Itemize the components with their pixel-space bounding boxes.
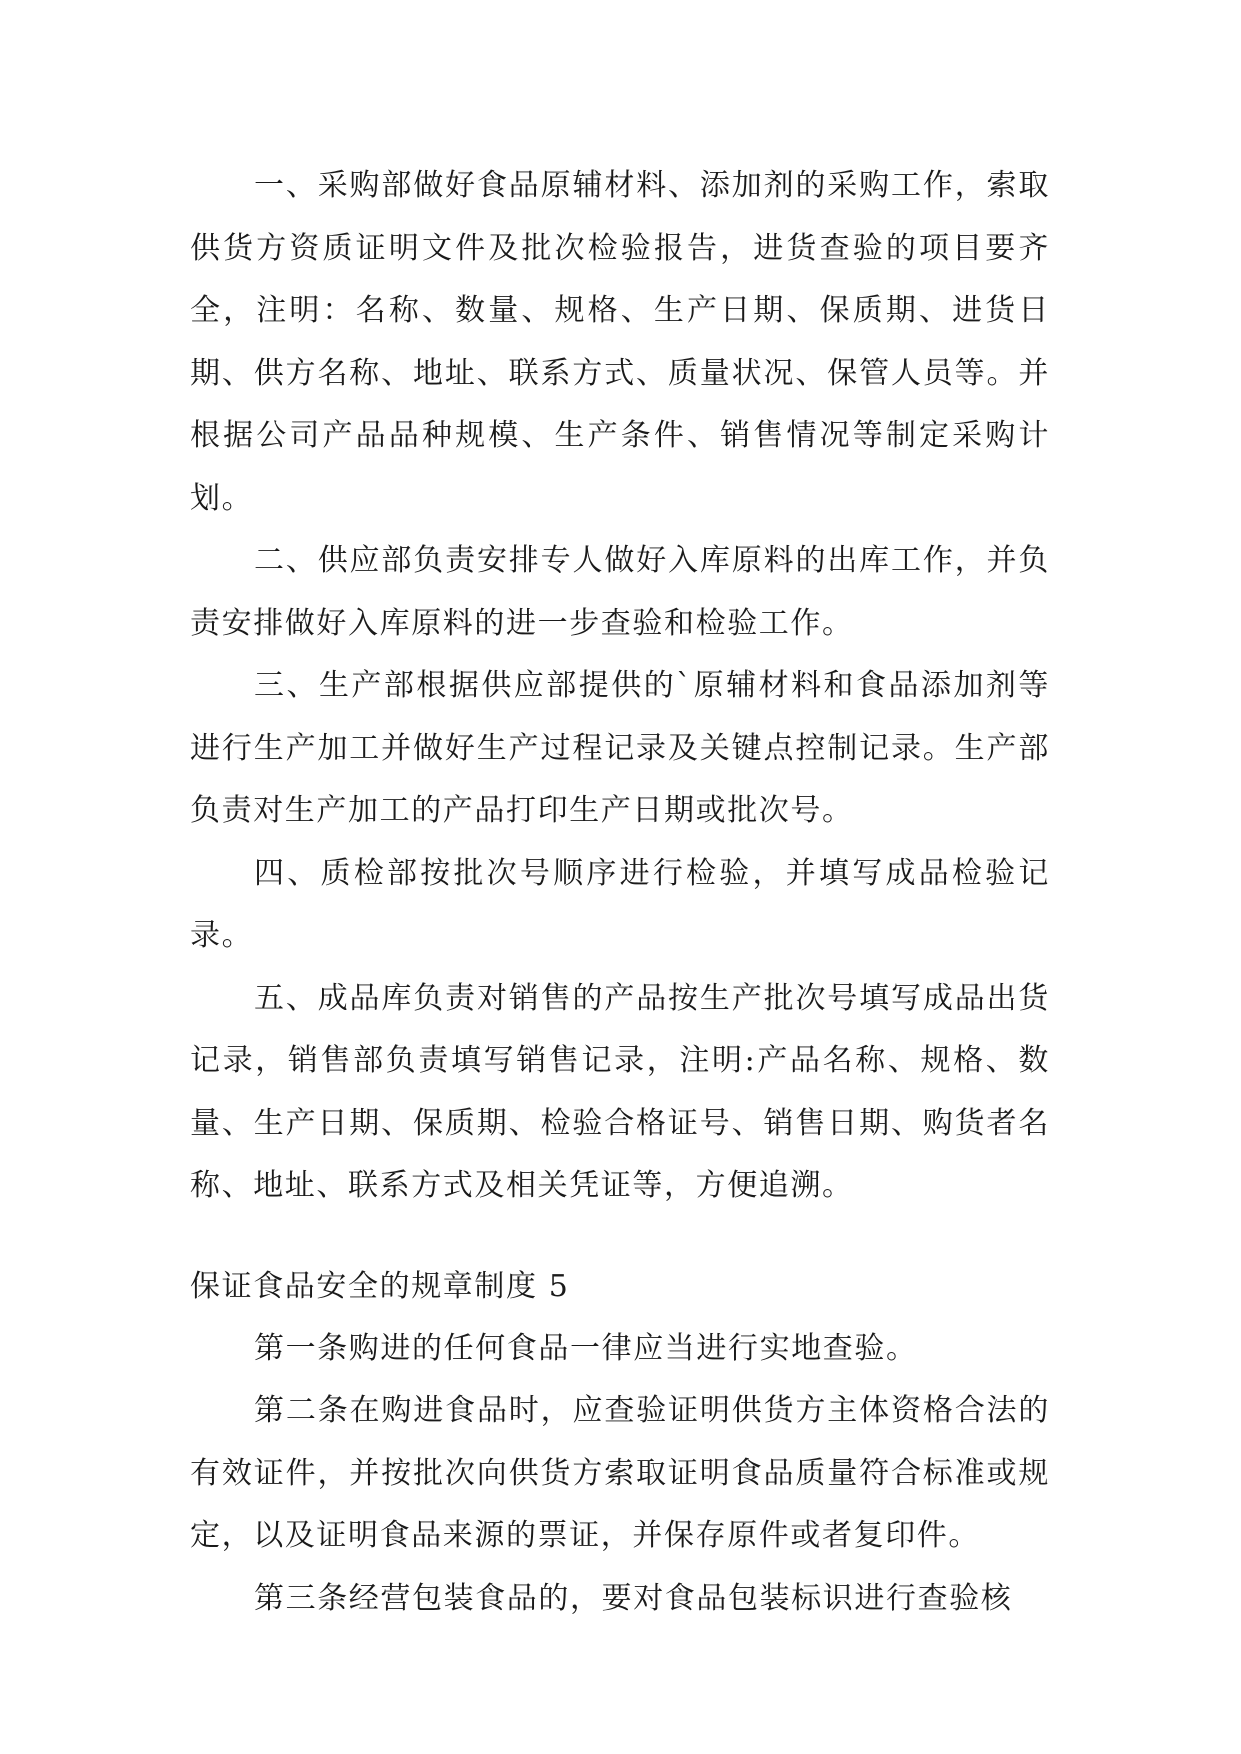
article-3: 第三条经营包装食品的，要对食品包装标识进行查验核 xyxy=(254,1580,1013,1616)
section-spacer xyxy=(190,1218,1050,1256)
article-2: 第二条在购进食品时，应查验证明供货方主体资格合法的有效证件，并按批次向供货方索取证明食品质量符合标准或规定，以及证明食品来源的票证，并保存原件或者复印件。 xyxy=(190,1393,1050,1553)
document-body xyxy=(190,155,1050,1630)
paragraph-finished-goods: 五、成品库负责对销售的产品按生产批次号填写成品出货记录，销售部负责填写销售记录，注明:产品名称、规格、数量、生产日期、保质期、检验合格证号、销售日期、购货者名称、地址、联系方式及相关凭证等，方便追溯。 xyxy=(190,980,1050,1203)
paragraph-procurement: 一、采购部做好食品原辅材料、添加剂的采购工作，索取供货方资质证明文件及批次检验报告，进货查验的项目要齐全，注明：名称、数量、规格、生产日期、保质期、进货日期、供方名称、地址、联系方式、质量状况、保管人员等。并根据公司产品品种规模、生产条件、销售情况等制定采购计划。 xyxy=(190,168,1050,516)
section-heading: 保证食品安全的规章制度 5 xyxy=(190,1268,570,1304)
paragraph-production: 三、生产部根据供应部提供的`原辅材料和食品添加剂等进行生产加工并做好生产过程记录及关键点控制记录。生产部负责对生产加工的产品打印生产日期或批次号。 xyxy=(190,668,1050,828)
article-1: 第一条购进的任何食品一律应当进行实地查验。 xyxy=(254,1330,918,1366)
paragraph-supply: 二、供应部负责安排专人做好入库原料的出库工作，并负责安排做好入库原料的进一步查验和检验工作。 xyxy=(190,543,1050,641)
paragraph-quality-inspection: 四、质检部按批次号顺序进行检验，并填写成品检验记录。 xyxy=(190,855,1050,953)
